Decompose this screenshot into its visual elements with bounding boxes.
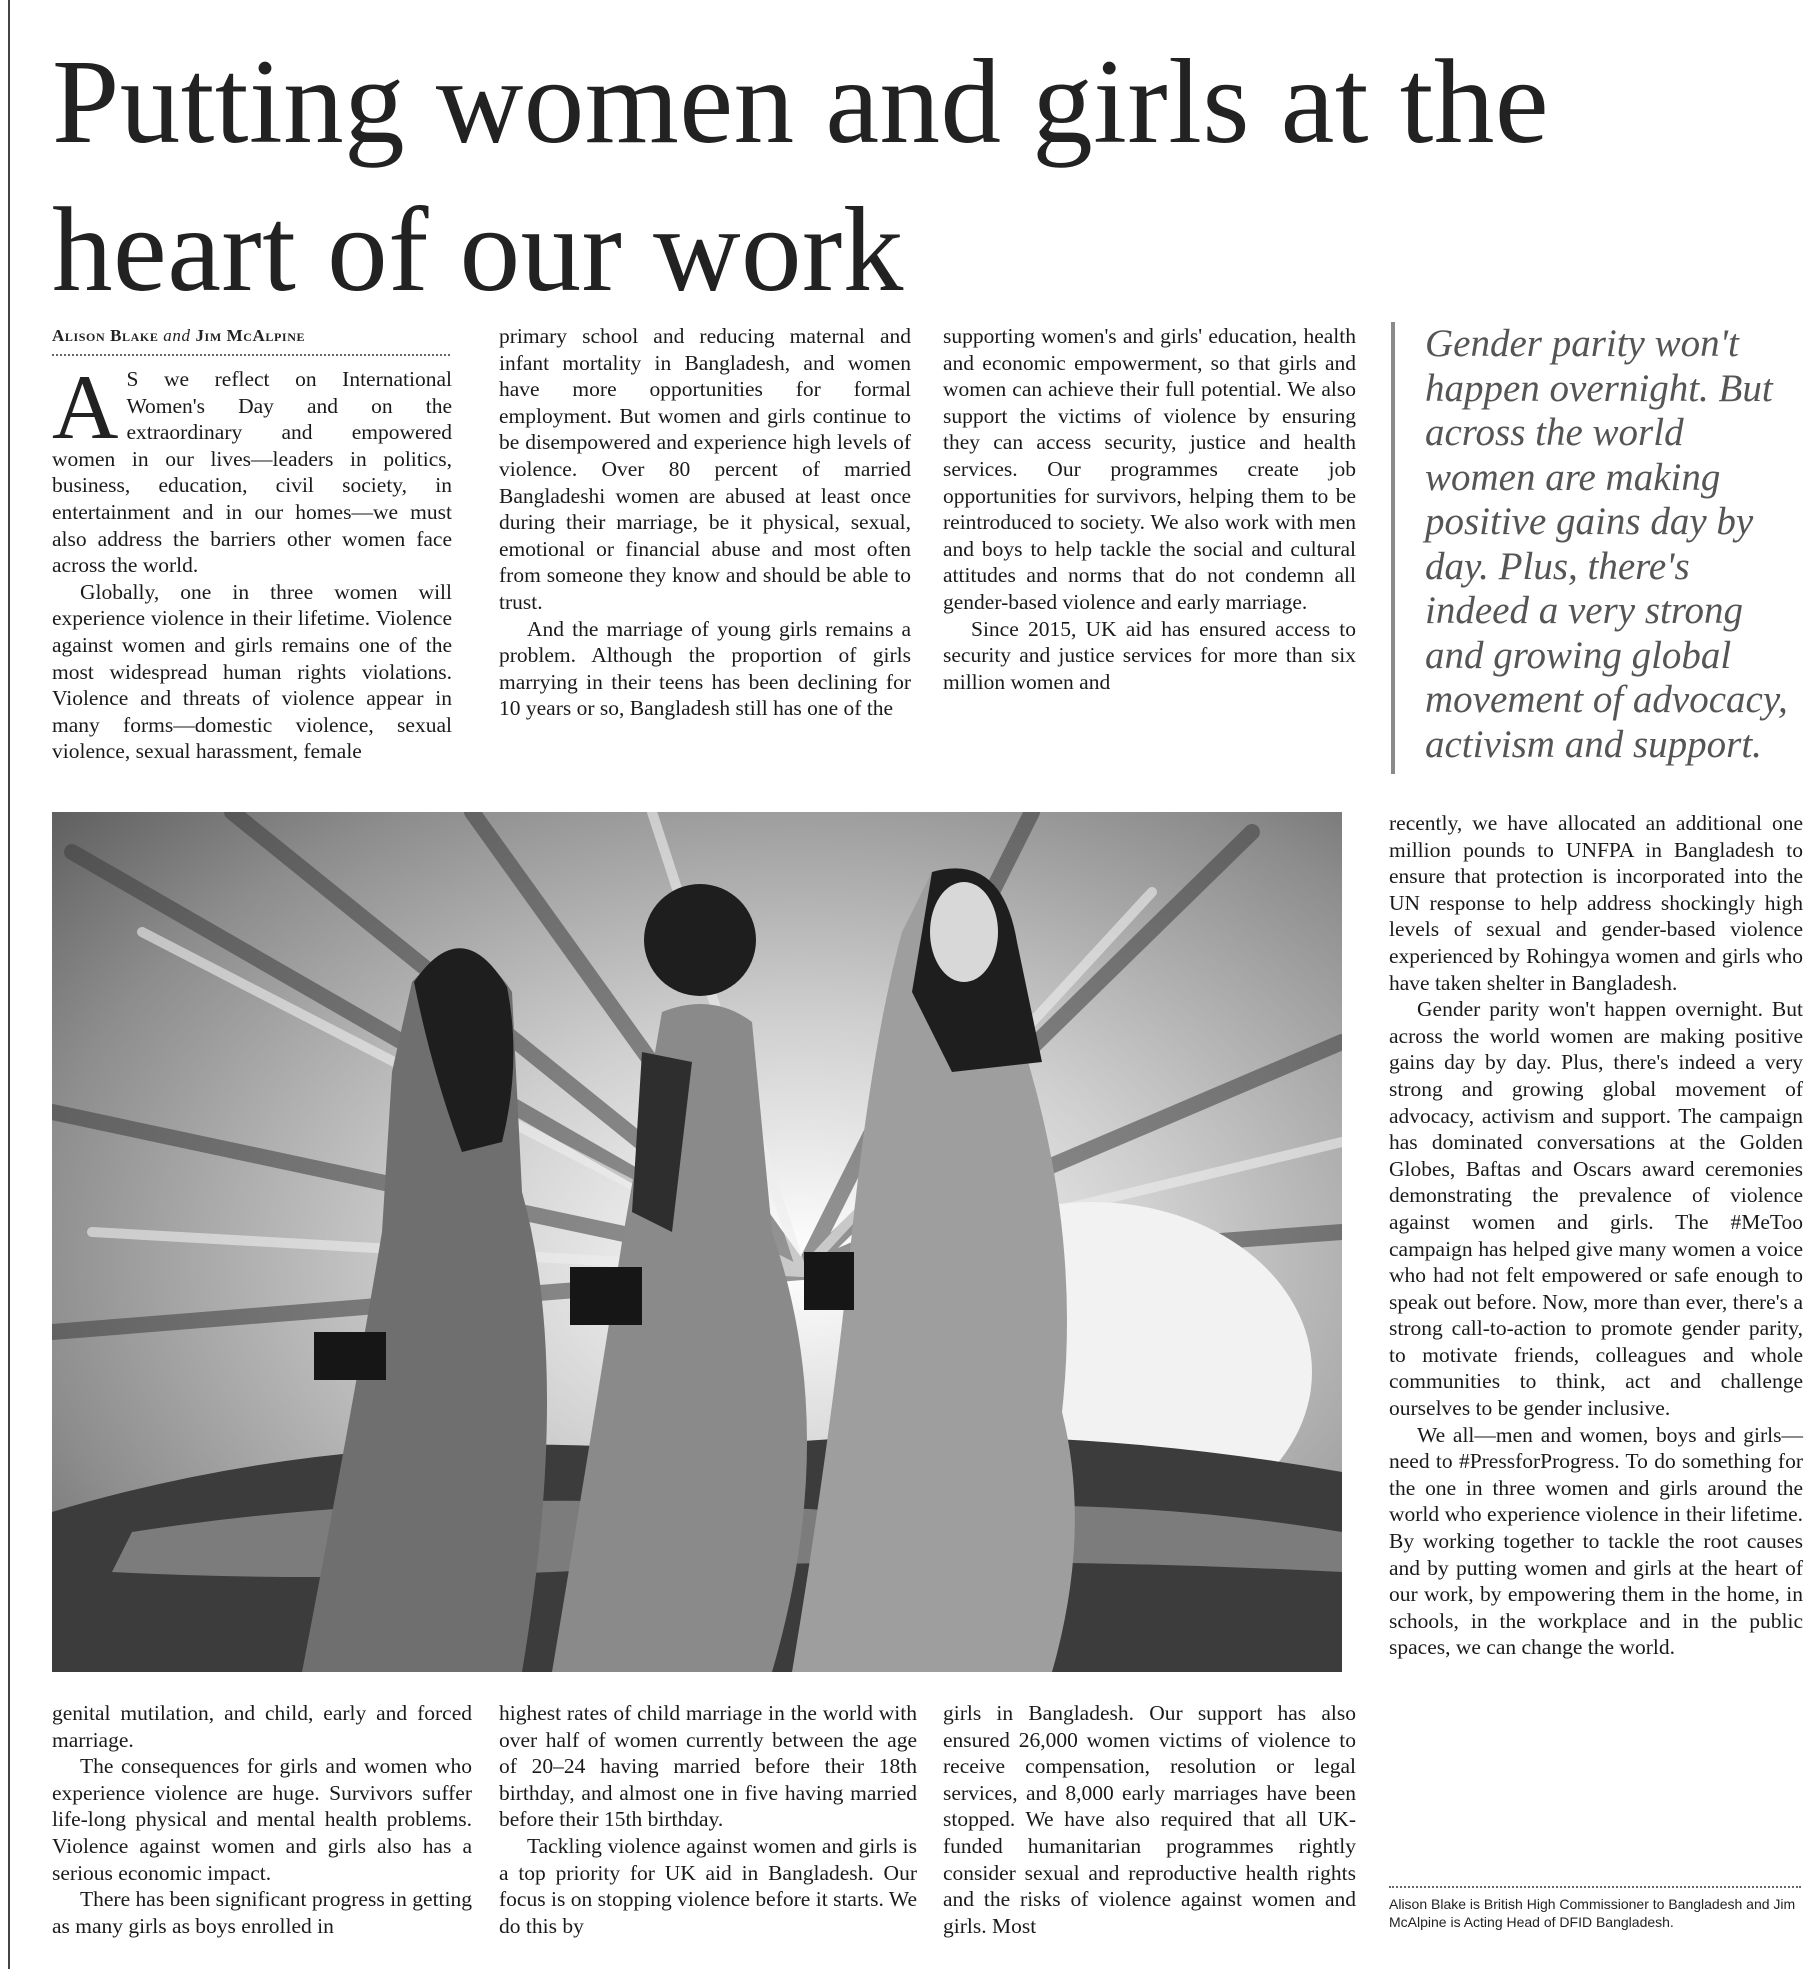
paragraph: primary school and reducing maternal and infant mortality in Bangladesh, and women have more opportunities for formal employment. But women and girls continue to be disempowered and experience high levels of violence. Over 80 percent of married Bangladeshi women are abused at least once during their marriage, be it physical, sexual, emotional or financial abuse and most often from someone they know and should be able to trust. (499, 324, 911, 614)
paragraph: We all—men and women, boys and girls—need to #PressforProgress. To do something for the one in three women and girls around the world who experience violence in their lifetime. By working together to tackle the root causes and by putting women and girls at the heart of our work, by empowering them in the home, in schools, in the workplace and in the public spaces, we can change the world. (1389, 1422, 1803, 1660)
column-3-bottom (943, 1700, 1356, 1939)
headline: Putting women and girls at the heart of our work (52, 35, 1550, 317)
paragraph: highest rates of child marriage in the world with over half of women currently between the age of 20–24 having married before their 18th birthday, and almost one in five having married before their 15th birthday. (499, 1701, 917, 1832)
byline-connector: and (163, 326, 191, 345)
paragraph: genital mutilation, and child, early and forced marriage. (52, 1701, 472, 1752)
paragraph: The consequences for girls and women who experience violence are huge. Survivors suffer life-long physical and mental health problems. Violence against women and girls also has a serious economic impact. (52, 1754, 472, 1885)
paragraph: supporting women's and girls' education, health and economic empowerment, so that girls and women can achieve their full potential. We also support the victims of violence by ensuring they can access security, justice and health services. Our programmes create job opportunities for survivors, helping them to be reintroduced to society. We also work with men and boys to help tackle the social and cultural attitudes and norms that do not condemn all gender-based violence and early marriage. (943, 324, 1356, 614)
left-column-rule (8, 0, 10, 1969)
drop-cap: A (52, 356, 119, 458)
column-1-bottom (52, 1700, 472, 1939)
paragraph: girls in Bangladesh. Our support has also ensured 26,000 women victims of violence to receive compensation, resolution or legal services, and 8,000 early marriages have been stopped. We have also required that all UK-funded humanitarian programmes rightly consider sexual and reproductive health rights and the risks of violence against women and girls. Most (943, 1701, 1356, 1938)
column-2-top (499, 323, 911, 722)
column-2-bottom (499, 1700, 917, 1939)
painting-illustration (52, 812, 1342, 1672)
column-3-top (943, 323, 1356, 695)
byline (52, 326, 450, 356)
paragraph: And the marriage of young girls remains a problem. Although the proportion of girls marrying in their teens has been declining for 10 years or so, Bangladesh still has one of the (499, 616, 911, 721)
paragraph: Since 2015, UK aid has ensured access to security and justice services for more than six million women and (943, 616, 1356, 694)
paragraph: Globally, one in three women will experience violence in their lifetime. Violence against women and girls remains one of the most widespread human rights violations. Violence and threats of violence appear in many forms—domestic violence, sexual violence, sexual harassment, female (52, 579, 452, 764)
column-1-top (52, 356, 452, 765)
column-4-right (1389, 810, 1803, 1661)
pull-quote: Gender parity won't happen overnight. But across the world women are making positive gains day by day. Plus, there's indeed a very strong and growing global movement of advocacy, activism and support. (1391, 322, 1801, 774)
byline-author-1: Alison Blake (52, 326, 159, 345)
author-tagline: Alison Blake is British High Commissioner to Bangladesh and Jim McAlpine is Acting Head of DFID Bangladesh. (1389, 1886, 1801, 1931)
paragraph: Gender parity won't happen overnight. But across the world women are making positive gains day by day. Plus, there's indeed a very strong and growing global movement of advocacy, activism and support. The campaign has dominated conversations at the Golden Globes, Baftas and Oscars award ceremonies demonstrating the prevalence of violence against women and girls. The #MeToo campaign has helped give many women a voice who had not felt empowered or safe enough to speak out before. Now, more than ever, there's a strong call-to-action to promote gender parity, to motivate friends, colleagues and whole communities to think, act and challenge ourselves to be gender inclusive. (1389, 997, 1803, 1421)
paragraph: recently, we have allocated an additional one million pounds to UNFPA in Bangladesh to ensure that protection is incorporated into the UN response to help address shockingly high levels of sexual and gender-based violence experienced by Rohingya women and girls who have taken shelter in Bangladesh. (1389, 811, 1803, 995)
paragraph: There has been significant progress in getting as many girls as boys enrolled in (52, 1887, 472, 1938)
paragraph: S we reflect on International Women's Day and on the extraordinary and empowered women in our lives—leaders in politics, business, education, civil society, in entertainment and in our homes—we must also address the barriers other women face across the world. (52, 367, 452, 578)
paragraph: Tackling violence against women and girls is a top priority for UK aid in Bangladesh. Our focus is on stopping violence before it starts. We do this by (499, 1833, 917, 1938)
byline-author-2: Jim McAlpine (195, 326, 306, 345)
